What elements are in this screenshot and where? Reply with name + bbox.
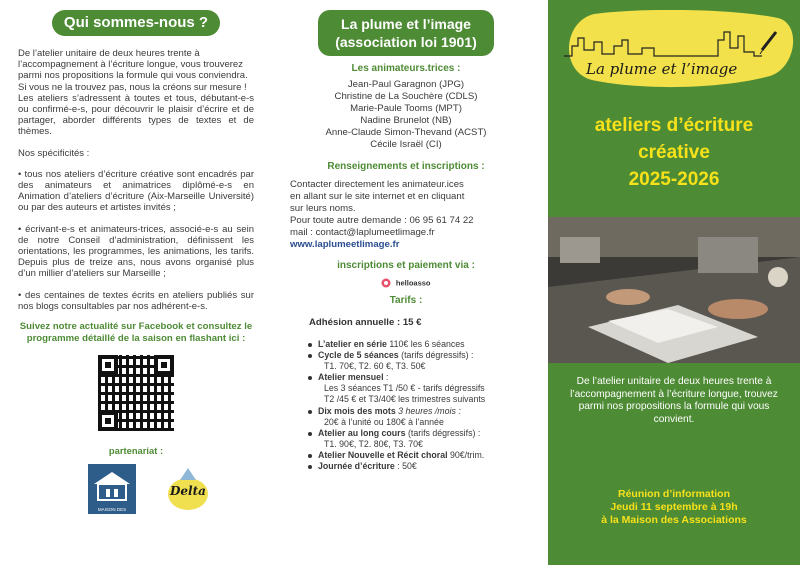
specifics-label: Nos spécificités :	[18, 147, 90, 159]
title-line-1: ateliers d’écriture	[594, 115, 754, 136]
association-heading: La plume et l’image (association loi 1901)	[318, 10, 494, 56]
who-heading: Qui sommes-nous ?	[52, 10, 220, 36]
rates-list	[308, 339, 522, 472]
maison-label: MAISON DES	[97, 507, 127, 513]
title-line-2: créative	[638, 142, 710, 163]
animator-item: Anne-Claude Simon-Thevand (ACST)	[325, 127, 487, 138]
left-panel	[0, 0, 268, 565]
right-description: De l’atelier unitaire de deux heures trente à l’accompagnement à l’écriture longue, trouvez parmi nos propositions la formule qui vous convient.	[570, 376, 778, 425]
info-line: en allant sur le site internet et en cliquant	[290, 191, 465, 202]
phone-line: Pour toute autre demande : 06 95 61 74 22	[290, 215, 474, 226]
writing-workshop-photo	[548, 217, 800, 363]
rate-item: Atelier Nouvelle et Récit choral 90€/trim.	[308, 450, 522, 461]
email-line[interactable]: mail : contact@laplumeetlimage.fr	[290, 227, 435, 238]
helloasso-logo[interactable]	[290, 274, 522, 288]
rate-item: Cycle de 5 séances (tarifs dégressifs) :	[308, 350, 522, 361]
payment-label: inscriptions et paiement via :	[337, 260, 475, 271]
helloasso-label: helloasso	[395, 278, 431, 288]
partner-logos	[18, 464, 254, 524]
right-panel	[548, 0, 800, 565]
rate-item: Les 3 séances T1 /50 € - tarifs dégressifs	[324, 383, 485, 394]
info-block	[290, 179, 522, 251]
rate-item: T1. 90€, T2. 80€, T3. 70€	[324, 438, 423, 449]
animator-item: Jean-Paul Garagnon (JPG)	[347, 79, 465, 90]
info-line: sur leurs noms.	[290, 203, 356, 214]
info-label: Renseignements et inscriptions :	[327, 161, 485, 172]
intro-paragraph-1: De l’atelier unitaire de deux heures trente à l’accompagnement à l’écriture longue, vous trouverez parmi nos propositions la formule qui vous conviendra. Si vous ne la trouvez pas, nous la créons sur mesure !	[18, 48, 248, 93]
website-link[interactable]: www.laplumeetlimage.fr	[290, 239, 400, 250]
brand-logo-text: La plume et l’image	[586, 60, 738, 78]
brand-logo	[558, 10, 800, 93]
delta-logo	[166, 466, 210, 512]
title-line-3: 2025-2026	[628, 169, 720, 190]
rate-item: Atelier au long cours (tarifs dégressifs) :	[308, 428, 522, 439]
animator-item: Nadine Brunelot (NB)	[360, 115, 452, 126]
animator-item: Cécile Israël (CI)	[370, 139, 442, 150]
rate-item: Dix mois des mots 3 heures /mois :	[308, 406, 522, 417]
middle-panel	[290, 0, 522, 565]
maison-des-associations-logo	[88, 464, 136, 514]
meeting-line-3: à la Maison des Associations	[601, 514, 747, 526]
specific-item-2: • écrivant-e-s et animateurs-trices, associé-e-s au sein de notre Conseil d’administration, définissent les orientations, les programmes, les animations, les tarifs. Depuis plus de treize ans, nous avons organisé plus d’un millier d’ateliers sur Marseille ;	[18, 223, 254, 280]
helloasso-icon	[381, 278, 391, 288]
delta-label: Delta	[170, 484, 206, 499]
rate-item: Atelier mensuel :	[308, 372, 522, 383]
rate-item: T2 /45 € et T3/40€ les trimestres suivants	[324, 394, 486, 405]
animators-list	[290, 79, 522, 151]
info-line: Contacter directement les animateur.ices	[290, 179, 464, 190]
meeting-info	[560, 488, 788, 527]
specific-item-3: • des centaines de textes écrits en ateliers publiés sur nos blogs consultables par nos adhérent-e-s.	[18, 289, 254, 312]
intro-paragraph-2: Les ateliers s’adressent à toutes et tous, débutant-e-s ou confirmé-e-s, pour découvrir le plaisir d’écrire et de partager, aborder différents types de textes et de thèmes.	[18, 92, 254, 138]
tarifs-label: Tarifs :	[389, 295, 423, 306]
animator-item: Christine de La Souchère (CDLS)	[334, 91, 478, 102]
rate-item: Journée d’écriture : 50€	[308, 461, 522, 472]
facebook-callout: Suivez notre actualité sur Facebook et consultez le programme détaillé de la saison en flashant ici :	[19, 321, 253, 345]
main-title	[548, 112, 800, 193]
partner-label: partenariat :	[108, 445, 164, 457]
rate-item: T1. 70€, T2. 60 €, T3. 50€	[324, 361, 426, 372]
rate-item: 20€ à l’unité ou 180€ à l’année	[324, 416, 444, 427]
meeting-line-1: Réunion d’information	[618, 488, 730, 500]
brand-logo-graphic	[558, 10, 800, 93]
rate-item: L’atelier en série 110€ les 6 séances	[308, 339, 522, 350]
specific-item-1: • tous nos ateliers d’écriture créative sont encadrés par des animateurs et animatrices diplômé-e-s en Animation d’ateliers d’écriture (Aix-Marseille Université) ou par des auteurs et artistes invités ;	[18, 168, 254, 214]
animator-item: Marie-Paule Tooms (MPT)	[350, 103, 462, 114]
meeting-line-2: Jeudi 11 septembre à 19h	[610, 501, 738, 513]
animators-label: Les animateurs.trices :	[351, 63, 461, 74]
adhesion-line: Adhésion annuelle : 15 €	[309, 317, 422, 328]
qr-code[interactable]	[98, 355, 174, 431]
